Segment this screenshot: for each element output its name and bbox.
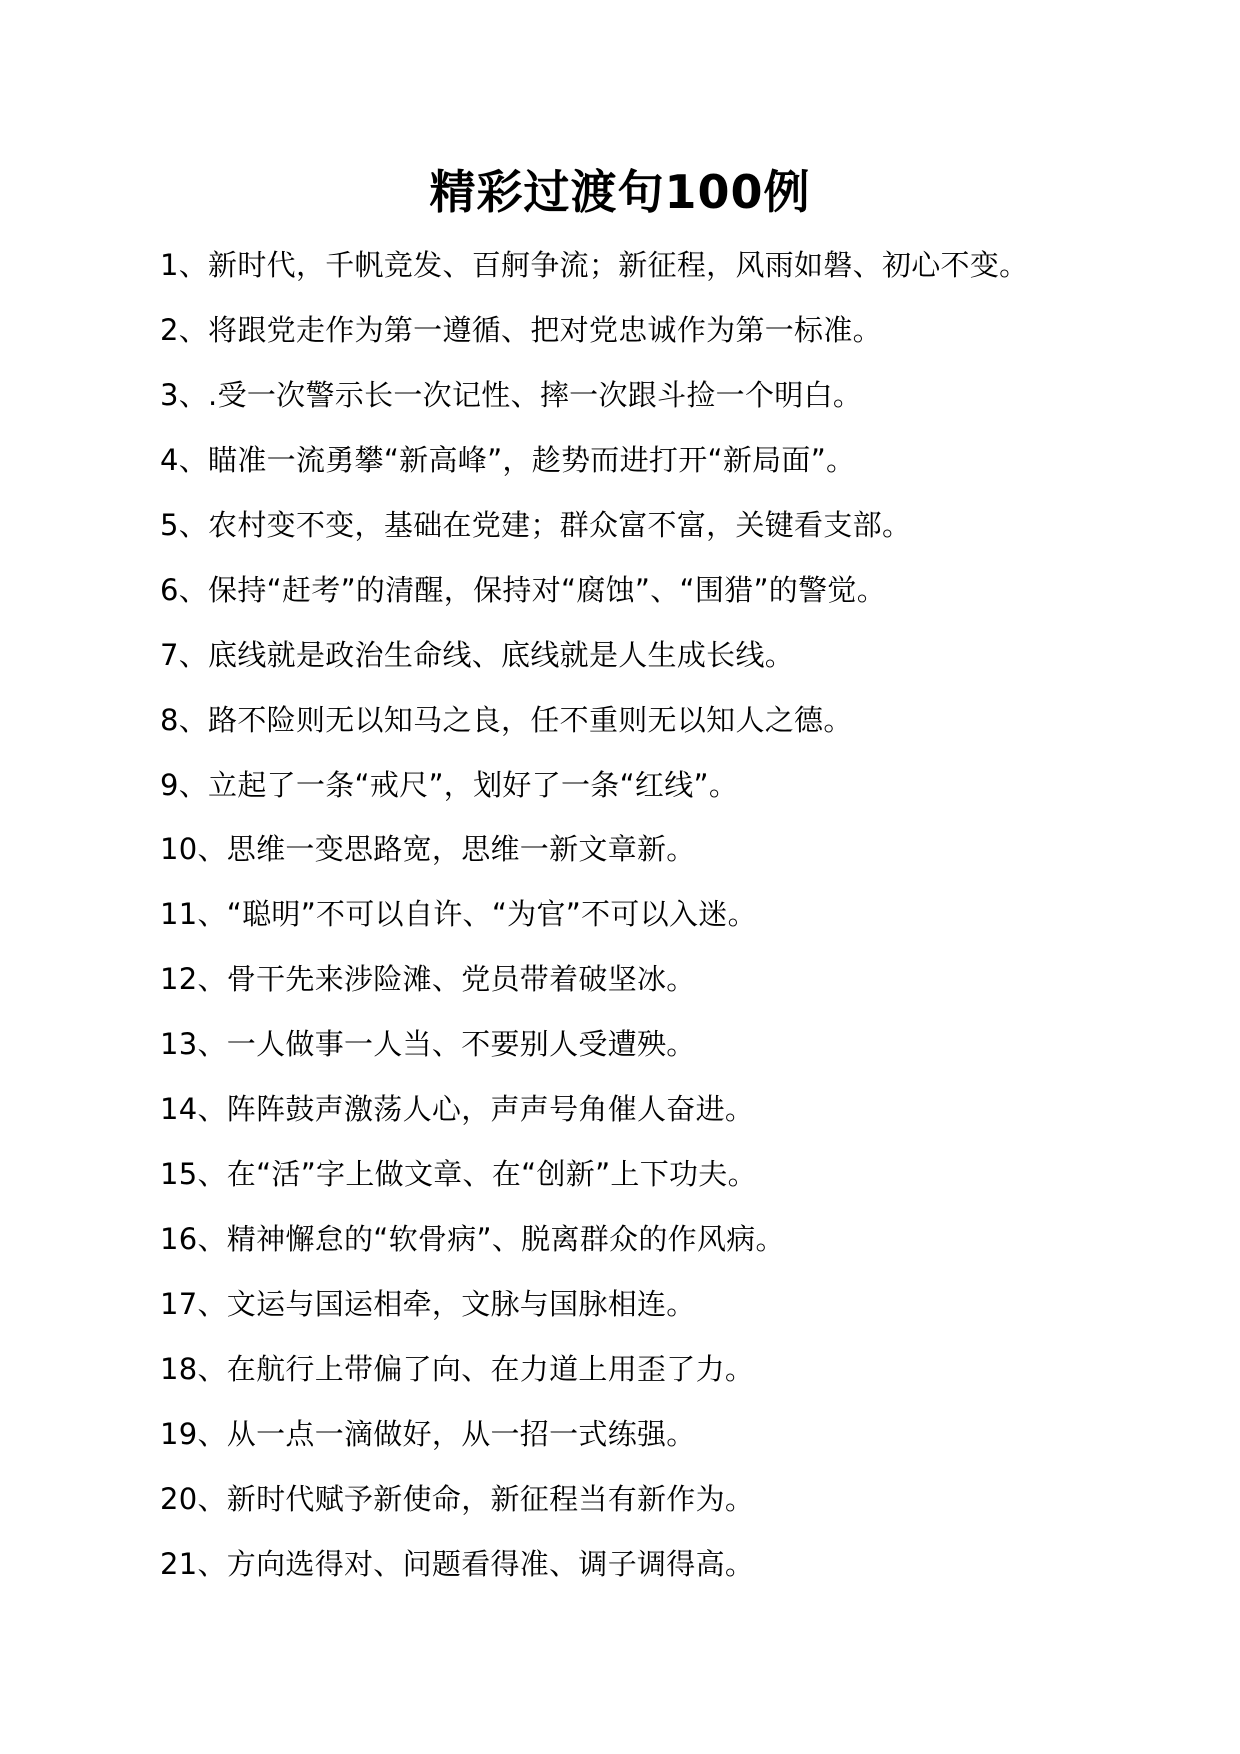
list-item: 9、立起了一条“戒尺”，划好了一条“红线”。 xyxy=(160,767,739,802)
list-item: 16、精神懈怠的“软骨病”、脱离群众的作风病。 xyxy=(160,1222,785,1257)
list-item: 14、阵阵鼓声激荡人心，声声号角催人奋进。 xyxy=(160,1092,755,1127)
list-item: 2、将跟党走作为第一遵循、把对党忠诚作为第一标准。 xyxy=(160,312,882,347)
list-item: 7、底线就是政治生命线、底线就是人生成长线。 xyxy=(160,637,795,672)
list-item: 15、在“活”字上做文章、在“创新”上下功夫。 xyxy=(160,1157,757,1192)
list-item: 19、从一点一滴做好，从一招一式练强。 xyxy=(160,1416,696,1451)
list-item: 10、思维一变思路宽，思维一新文章新。 xyxy=(160,832,696,867)
list-item: 11、“聪明”不可以自许、“为官”不可以入迷。 xyxy=(160,897,757,932)
list-item: 21、方向选得对、问题看得准、调子调得高。 xyxy=(160,1546,755,1581)
list-item: 17、文运与国运相牵，文脉与国脉相连。 xyxy=(160,1287,696,1321)
list-item: 13、一人做事一人当、不要别人受遭殃。 xyxy=(160,1027,696,1062)
list-item: 5、农村变不变，基础在党建；群众富不富，关键看支部。 xyxy=(160,507,912,542)
list-item: 6、保持“赶考”的清醒，保持对“腐蚀”、“围猎”的警觉。 xyxy=(160,572,886,607)
list-item: 3、.受一次警示长一次记性、摔一次跟斗捡一个明白。 xyxy=(160,377,863,412)
list-item: 20、新时代赋予新使命，新征程当有新作为。 xyxy=(160,1481,755,1516)
list-item: 8、路不险则无以知马之良，任不重则无以知人之德。 xyxy=(160,702,853,737)
list-item: 12、骨干先来涉险滩、党员带着破坚冰。 xyxy=(160,962,696,997)
list-item: 1、新时代，千帆竞发、百舸争流；新征程，风雨如磐、初心不变。 xyxy=(160,248,1029,282)
sentence-list xyxy=(160,237,1220,1601)
list-item: 18、在航行上带偏了向、在力道上用歪了力。 xyxy=(160,1351,755,1386)
list-item: 4、瞄准一流勇攀“新高峰”，趁势而进打开“新局面”。 xyxy=(160,442,856,477)
document-title: 精彩过渡句100例 xyxy=(429,165,811,219)
